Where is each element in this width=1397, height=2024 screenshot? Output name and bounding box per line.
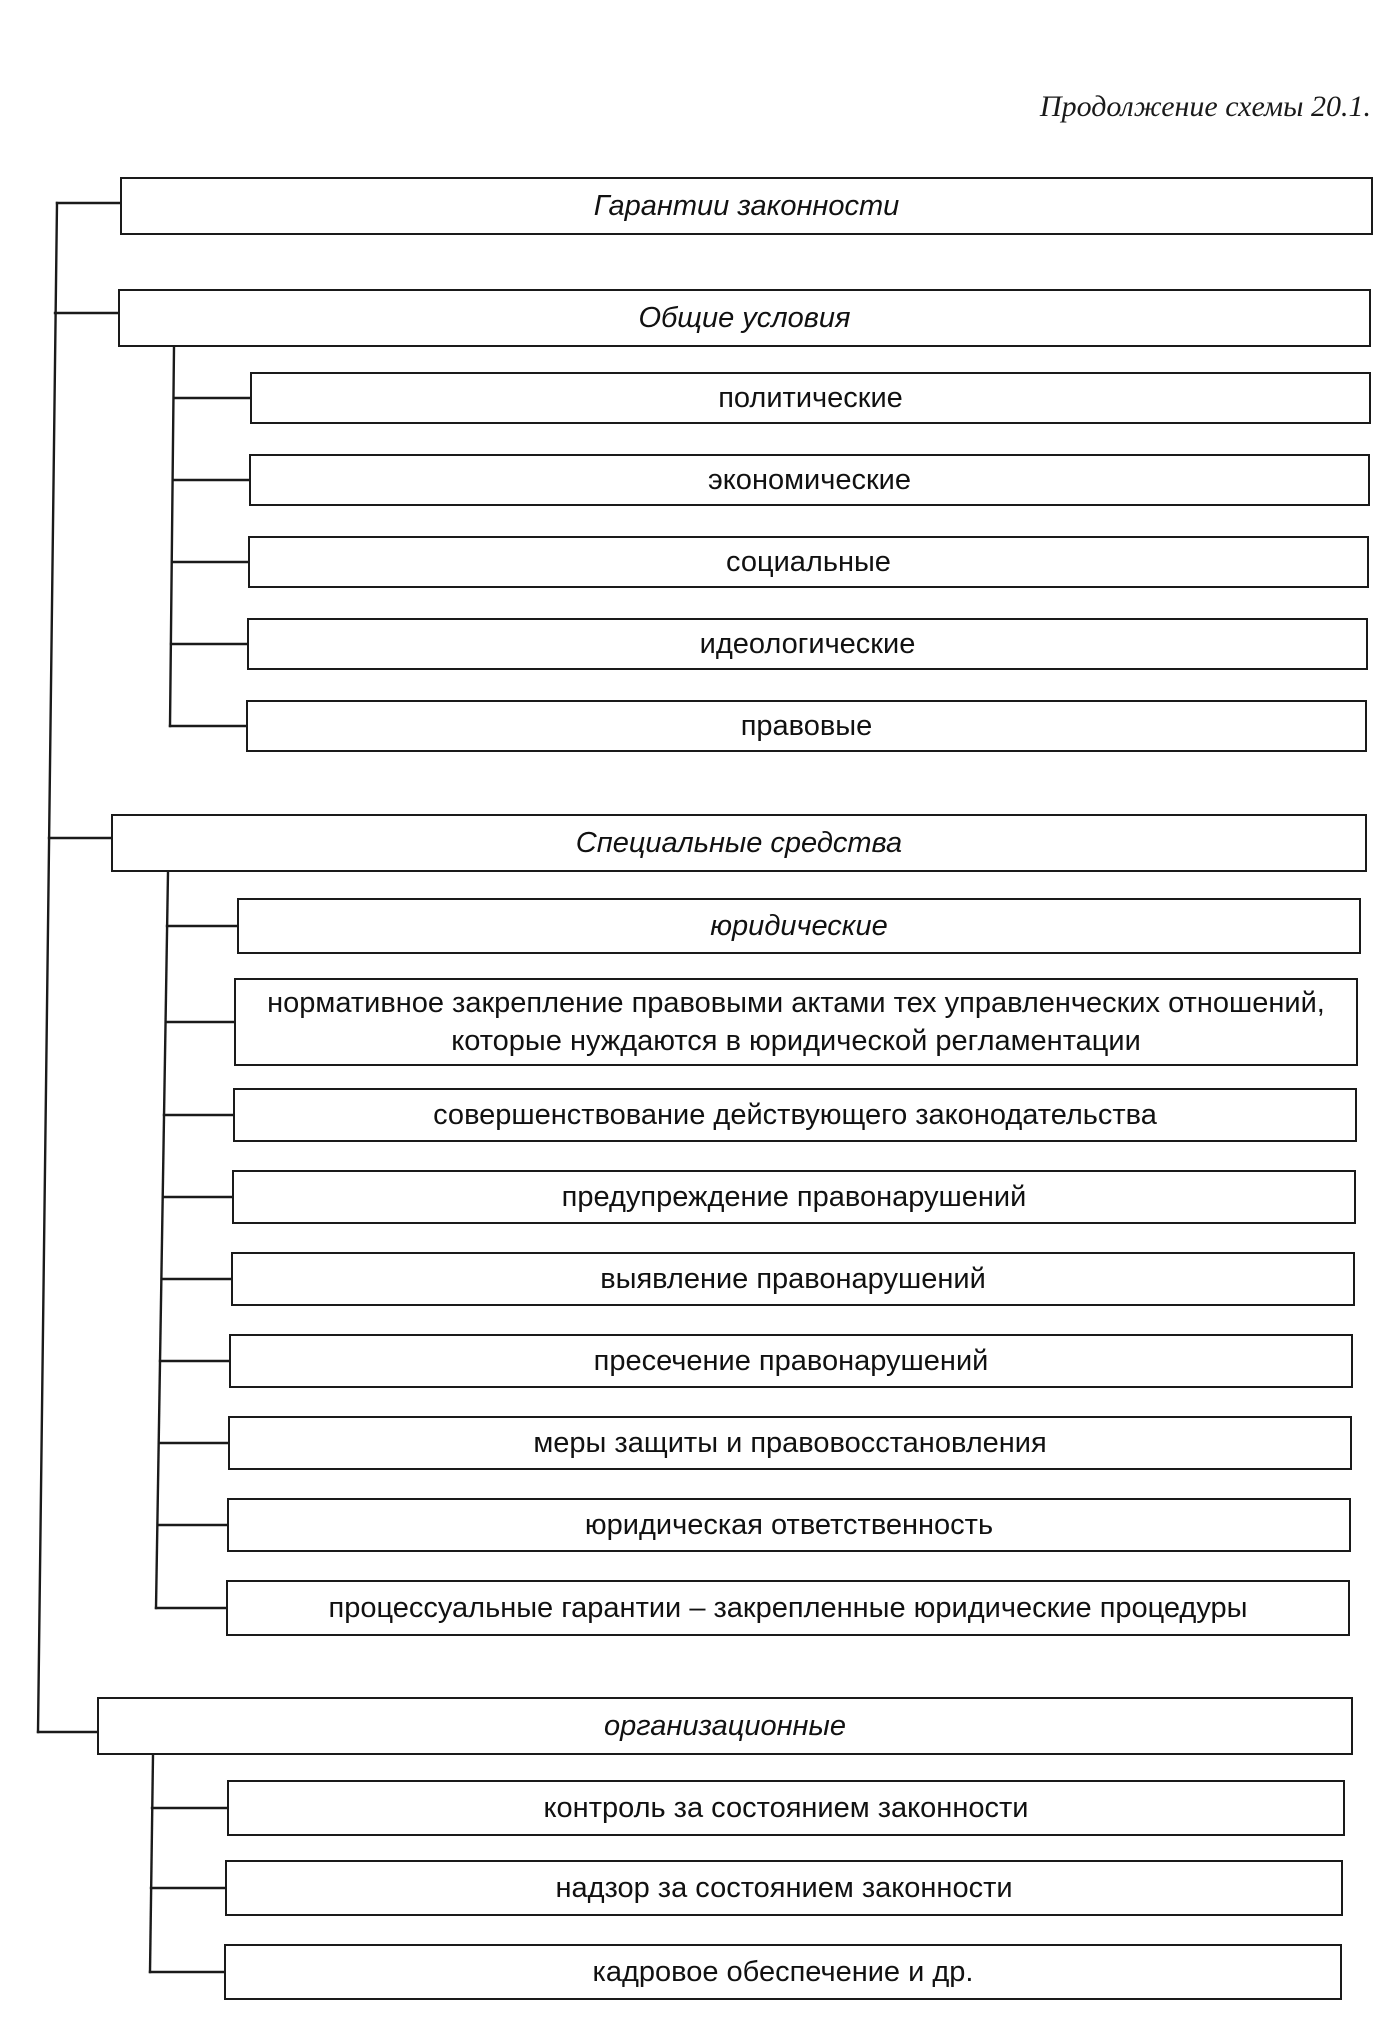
special-item-label: предупреждение правонарушений: [561, 1180, 1027, 1213]
organizational-box: [97, 1697, 1353, 1755]
organizational-item: [224, 1944, 1342, 2000]
trunk-special: [156, 872, 168, 1608]
special-item-label: нормативное закрепление правовыми актами тех управленческих отношений, которые нуждаются в юридической регламентации: [267, 986, 1325, 1057]
general-conditions-label: Общие условия: [638, 301, 851, 334]
trunk-organizational: [150, 1755, 153, 1972]
special-item: [228, 1416, 1352, 1470]
special-item-label: меры защиты и правовосстановления: [533, 1426, 1047, 1459]
special-item-label: выявление правонарушений: [600, 1262, 986, 1295]
organizational-item: [227, 1780, 1345, 1836]
special-item-label: пресечение правонарушений: [593, 1344, 989, 1377]
root-box: [120, 177, 1373, 235]
general-item: [247, 618, 1368, 670]
general-item-label: экономические: [708, 463, 911, 496]
general-item-label: идеологические: [699, 627, 916, 660]
special-item: [226, 1580, 1350, 1636]
special-item: [237, 898, 1361, 954]
organizational-item-label: контроль за состоянием законности: [543, 1791, 1029, 1824]
scheme-caption: Продолжение схемы 20.1.: [1039, 90, 1371, 123]
special-means-box: [111, 814, 1367, 872]
special-item-label: юридическая ответственность: [584, 1508, 994, 1541]
special-item: [231, 1252, 1355, 1306]
general-item-label: правовые: [740, 709, 873, 742]
organizational-item-label: надзор за состоянием законности: [555, 1871, 1013, 1904]
general-conditions-box: [118, 289, 1371, 347]
special-item-label: совершенствование действующего законодательства: [433, 1098, 1157, 1131]
general-item-label: политические: [718, 381, 903, 414]
general-item: [248, 536, 1369, 588]
special-item-label: процессуальные гарантии – закрепленные юридические процедуры: [328, 1591, 1248, 1624]
special-item-label: юридические: [710, 909, 888, 942]
general-item: [246, 700, 1367, 752]
special-item: [229, 1334, 1353, 1388]
trunk-general: [170, 347, 174, 726]
organizational-label: организационные: [604, 1709, 846, 1742]
special-item: [227, 1498, 1351, 1552]
organizational-item-label: кадровое обеспечение и др.: [592, 1955, 974, 1988]
special-item: [233, 1088, 1357, 1142]
trunk-main: [38, 203, 57, 1732]
organizational-item: [225, 1860, 1343, 1916]
general-item: [249, 454, 1370, 506]
special-item: [232, 1170, 1356, 1224]
root-label: Гарантии законности: [593, 189, 900, 222]
special-means-label: Специальные средства: [575, 826, 903, 859]
special-item: [234, 978, 1358, 1066]
general-item: [250, 372, 1371, 424]
general-item-label: социальные: [726, 545, 891, 578]
